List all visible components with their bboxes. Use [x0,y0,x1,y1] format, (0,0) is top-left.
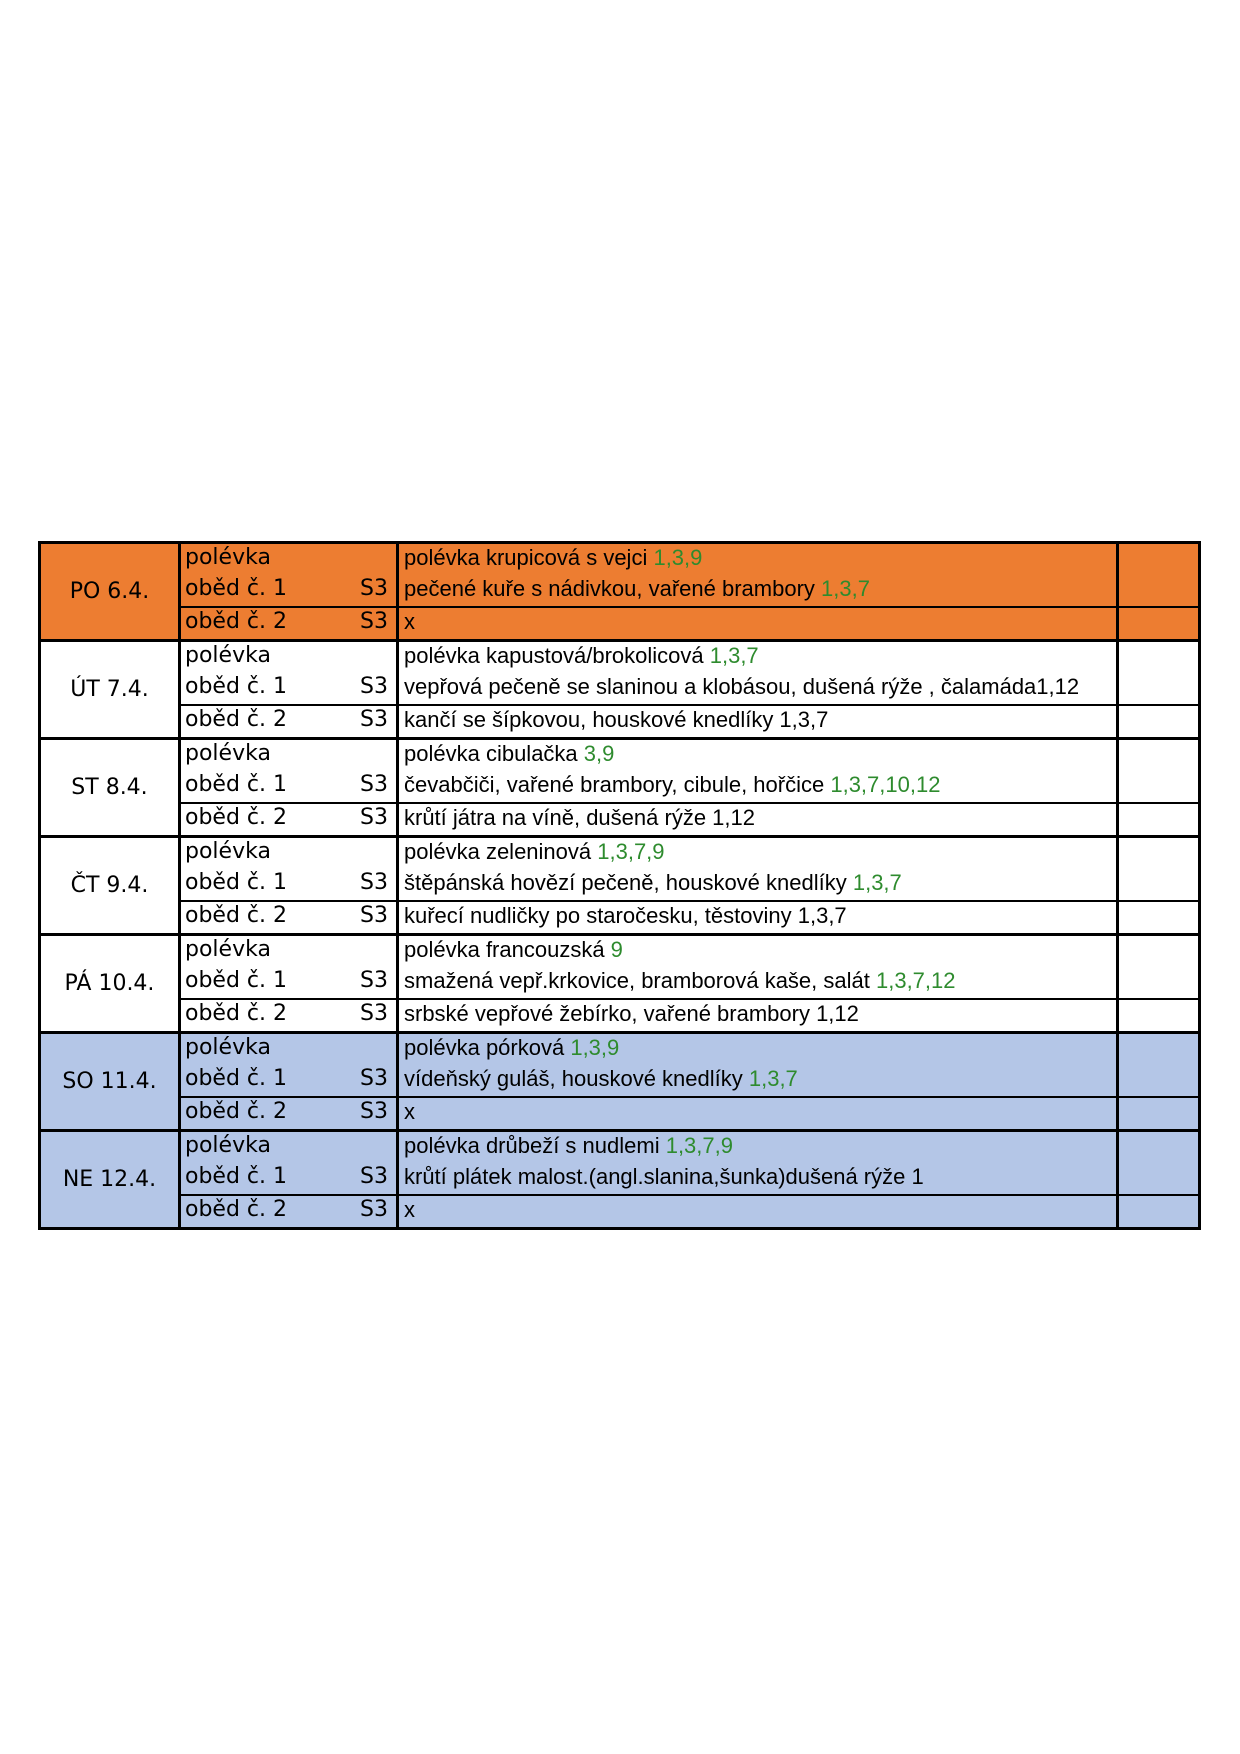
menu-code: S3 [348,607,398,641]
menu-row [40,837,1200,870]
menu-row [40,869,1200,901]
empty-cell [1118,869,1200,901]
dish-description [398,607,1118,641]
dish-description [398,935,1118,968]
menu-code: S3 [348,1163,398,1195]
menu-row [40,673,1200,705]
empty-cell [1118,1065,1200,1097]
dish-name: vepřová pečeně se slaninou a klobásou, dušená rýže , čalamáda1,12 [404,674,1080,699]
day-block [40,1131,1200,1229]
menu-code: S3 [348,673,398,705]
dish-name: krůtí játra na víně, dušená rýže 1,12 [404,805,755,830]
menu-row [40,641,1200,674]
allergen-codes: 1,3,9 [653,545,703,570]
course-label: oběd č. 2 [180,999,348,1033]
course-label: oběd č. 1 [180,1163,348,1195]
menu-code [348,1033,398,1066]
menu-code: S3 [348,1195,398,1229]
dish-description [398,999,1118,1033]
menu-row [40,1195,1200,1229]
menu-code [348,739,398,772]
day-label: NE 12.4. [40,1131,180,1229]
menu-row [40,575,1200,607]
dish-description [398,739,1118,772]
day-block [40,543,1200,641]
empty-cell [1118,803,1200,837]
menu-row [40,1131,1200,1164]
menu-code: S3 [348,1097,398,1131]
menu-code: S3 [348,705,398,739]
dish-description [398,1195,1118,1229]
allergen-codes: 1,3,7,9 [665,1133,733,1158]
dish-name: x [404,1197,415,1222]
empty-cell [1118,1195,1200,1229]
allergen-codes: 1,3,7 [748,1066,798,1091]
dish-description [398,1097,1118,1131]
menu-code: S3 [348,967,398,999]
empty-cell [1118,1097,1200,1131]
course-label: polévka [180,935,348,968]
dish-description [398,1033,1118,1066]
allergen-codes: 1,3,7,10,12 [830,772,941,797]
dish-name: polévka cibulačka [404,741,584,766]
dish-name: x [404,1099,415,1124]
day-label: PÁ 10.4. [40,935,180,1033]
dish-description [398,543,1118,576]
day-label: ST 8.4. [40,739,180,837]
empty-cell [1118,607,1200,641]
menu-row [40,967,1200,999]
day-label: ÚT 7.4. [40,641,180,739]
dish-name: čevabčiči, vařené brambory, cibule, hořčice [404,772,831,797]
dish-name: polévka francouzská [404,937,611,962]
dish-description [398,1131,1118,1164]
empty-cell [1118,1163,1200,1195]
menu-row [40,1033,1200,1066]
dish-name: kančí se šípkovou, houskové knedlíky 1,3,7 [404,707,829,732]
allergen-codes: 1,3,7 [821,576,870,601]
empty-cell [1118,739,1200,772]
course-label: oběd č. 2 [180,705,348,739]
menu-code [348,1131,398,1164]
allergen-codes: 1,3,7,12 [875,968,956,993]
empty-cell [1118,999,1200,1033]
menu-row [40,901,1200,935]
dish-description [398,771,1118,803]
dish-description [398,641,1118,674]
menu-code: S3 [348,869,398,901]
dish-description [398,575,1118,607]
menu-code: S3 [348,999,398,1033]
menu-code [348,543,398,576]
dish-name: srbské vepřové žebírko, vařené brambory 1,12 [404,1001,859,1026]
day-block [40,739,1200,837]
course-label: oběd č. 1 [180,673,348,705]
menu-row [40,739,1200,772]
empty-cell [1118,901,1200,935]
empty-cell [1118,771,1200,803]
allergen-codes: 9 [610,937,623,962]
course-label: oběd č. 1 [180,1065,348,1097]
course-label: polévka [180,1131,348,1164]
menu-code: S3 [348,771,398,803]
course-label: oběd č. 2 [180,1097,348,1131]
dish-name: kuřecí nudličky po staročesku, těstoviny 1,3,7 [404,903,847,928]
allergen-codes: 1,3,7 [852,870,902,895]
course-label: polévka [180,543,348,576]
dish-name: polévka pórková [404,1035,571,1060]
menu-code [348,641,398,674]
dish-description [398,901,1118,935]
course-label: polévka [180,837,348,870]
day-block [40,1033,1200,1131]
dish-description [398,1065,1118,1097]
dish-name: vídeňský guláš, houskové knedlíky [404,1066,749,1091]
empty-cell [1118,935,1200,968]
empty-cell [1118,543,1200,576]
weekly-menu-table [38,541,1201,1230]
menu-code [348,837,398,870]
course-label: oběd č. 1 [180,575,348,607]
menu-row [40,935,1200,968]
allergen-codes: 3,9 [583,741,615,766]
empty-cell [1118,1131,1200,1164]
empty-cell [1118,1033,1200,1066]
course-label: oběd č. 1 [180,967,348,999]
menu-row [40,999,1200,1033]
dish-name: x [404,609,415,634]
empty-cell [1118,673,1200,705]
empty-cell [1118,837,1200,870]
day-block [40,641,1200,739]
menu-code: S3 [348,575,398,607]
course-label: oběd č. 1 [180,771,348,803]
menu-row [40,1065,1200,1097]
dish-name: polévka drůbeží s nudlemi [404,1133,666,1158]
menu-row [40,607,1200,641]
allergen-codes: 1,3,9 [570,1035,620,1060]
course-label: oběd č. 2 [180,803,348,837]
menu-code: S3 [348,803,398,837]
dish-name: polévka zeleninová [404,839,598,864]
day-block [40,935,1200,1033]
course-label: polévka [180,641,348,674]
day-label: PO 6.4. [40,543,180,641]
dish-name: polévka krupicová s vejci [404,545,654,570]
menu-row [40,771,1200,803]
menu-code: S3 [348,901,398,935]
dish-description [398,869,1118,901]
day-label: SO 11.4. [40,1033,180,1131]
empty-cell [1118,967,1200,999]
allergen-codes: 1,3,7 [709,643,759,668]
dish-description [398,837,1118,870]
course-label: oběd č. 1 [180,869,348,901]
dish-description [398,803,1118,837]
allergen-codes: 1,3,7,9 [597,839,665,864]
dish-description [398,705,1118,739]
empty-cell [1118,705,1200,739]
course-label: oběd č. 2 [180,607,348,641]
menu-row [40,1163,1200,1195]
menu-row [40,1097,1200,1131]
course-label: polévka [180,739,348,772]
day-block [40,837,1200,935]
dish-name: krůtí plátek malost.(angl.slanina,šunka)dušená rýže 1 [404,1164,924,1189]
dish-description [398,967,1118,999]
empty-cell [1118,575,1200,607]
dish-description [398,673,1118,705]
course-label: polévka [180,1033,348,1066]
dish-name: polévka kapustová/brokolicová [404,643,710,668]
menu-row [40,705,1200,739]
dish-description [398,1163,1118,1195]
menu-code [348,935,398,968]
course-label: oběd č. 2 [180,1195,348,1229]
dish-name: smažená vepř.krkovice, bramborová kaše, salát [404,968,876,993]
menu-row [40,803,1200,837]
dish-name: štěpánská hovězí pečeně, houskové knedlíky [404,870,853,895]
dish-name: pečené kuře s nádivkou, vařené brambory [404,576,822,601]
day-label: ČT 9.4. [40,837,180,935]
course-label: oběd č. 2 [180,901,348,935]
empty-cell [1118,641,1200,674]
menu-row [40,543,1200,576]
menu-code: S3 [348,1065,398,1097]
